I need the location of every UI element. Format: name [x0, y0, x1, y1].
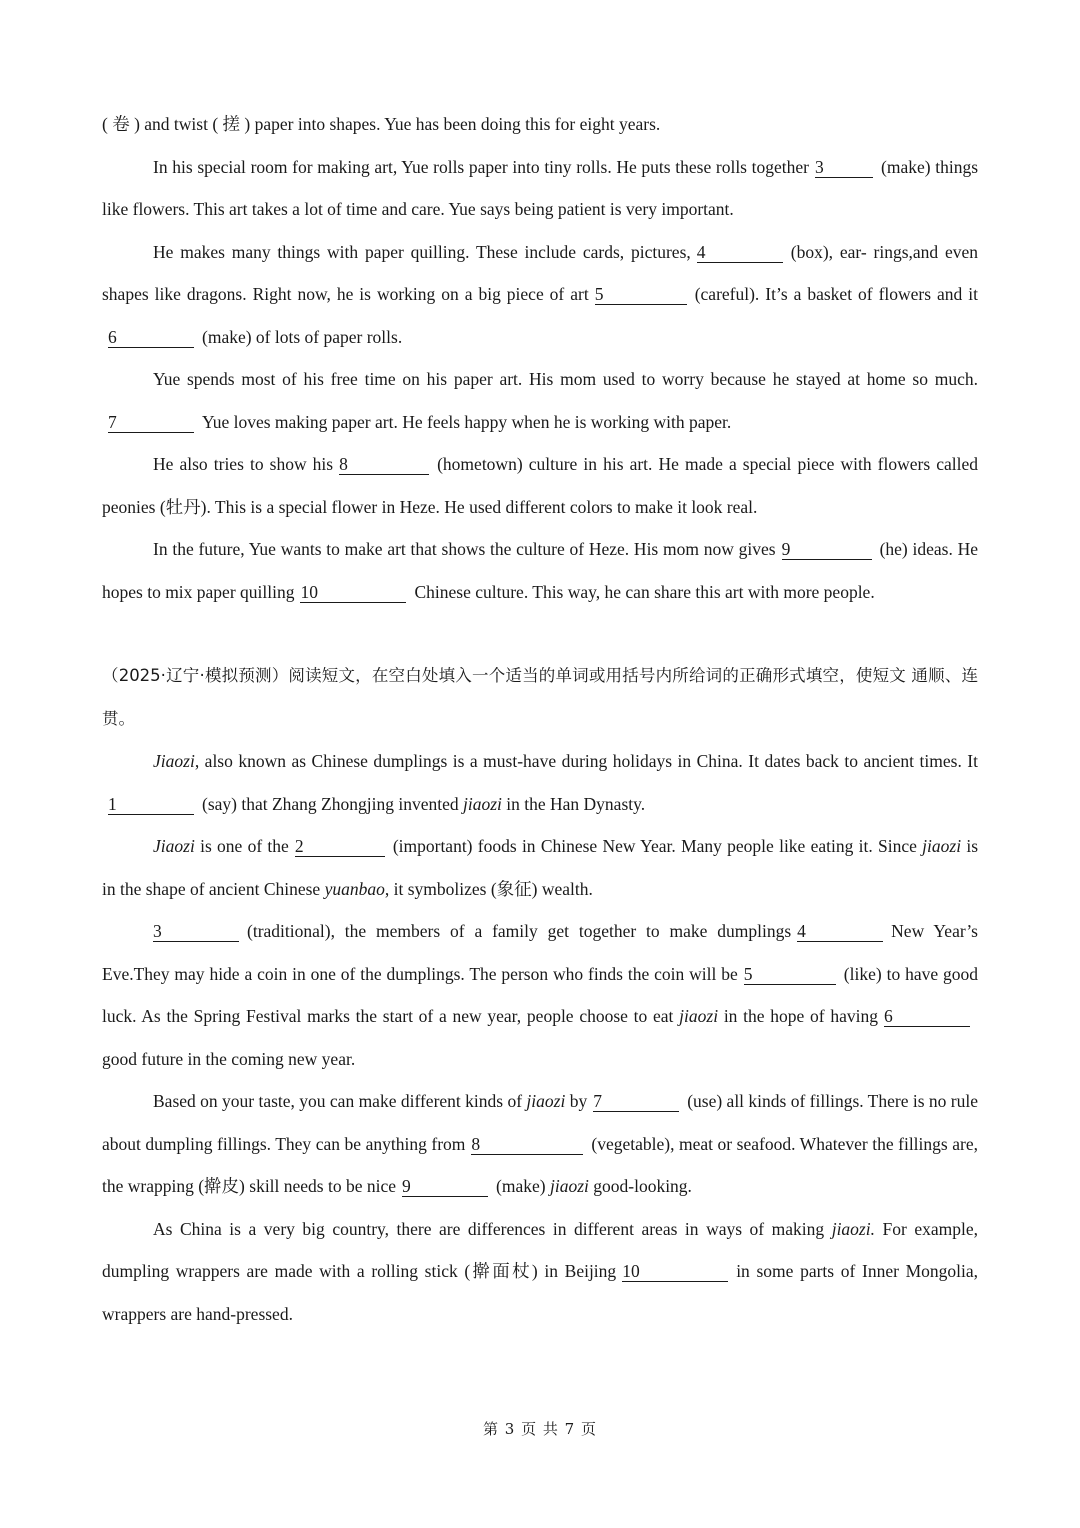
blank-6[interactable]: 6: [108, 327, 194, 348]
passage1-paragraph-1: In his special room for making art, Yue rolls paper into tiny rolls. He puts these rolls together 3 (make) things like flowers. This art takes a lot of time and care. Yue says being patient is very important.: [102, 156, 978, 219]
blank-3[interactable]: 3: [153, 921, 239, 942]
blank-5[interactable]: 5: [595, 284, 687, 305]
blank-8[interactable]: 8: [339, 454, 429, 475]
page-footer: 第 3 页 共 7 页: [483, 1420, 597, 1438]
passage2-paragraph-3: 3 (traditional), the members of a family get together to make dumplings 4 New Year’s Eve.They may hide a coin in one of the dumplings. The person who finds the coin will be 5 (like) to have good luck. As the Spring Festival marks the start of a new year, people choose to eat jiaozi in the hope of having 6good future in the coming new year.: [102, 921, 978, 1069]
blank-4[interactable]: 4: [797, 921, 883, 942]
passage2-paragraph-1: Jiaozi, also known as Chinese dumplings is a must-have during holidays in China. It dates back to ancient times. It1 (say) that Zhang Zhongjing invented jiaozi in the Han Dynasty.: [108, 751, 978, 814]
blank-9[interactable]: 9: [402, 1176, 488, 1197]
blank-10[interactable]: 10: [622, 1261, 728, 1282]
passage1-paragraph-2: He makes many things with paper quilling. These include cards, pictures, 4 (box), ear- rings,and even shapes like dragons. Right now, he is working on a big piece of art 5 (careful). It’s a basket of flowers and it6 (make) of lots of paper rolls.: [102, 241, 979, 347]
passage1-paragraph-3: Yue spends most of his free time on his paper art. His mom used to worry because he stayed at home so much.7 Yue loves making paper art. He feels happy when he is working with paper.: [108, 369, 978, 432]
blank-7[interactable]: 7: [593, 1091, 679, 1112]
passage2-paragraph-4: Based on your taste, you can make different kinds of jiaozi by 7 (use) all kinds of fillings. There is no rule about dumpling fillings. They can be anything from 8 (vegetable), meat or seafood. Whatever the fillings are, the wrapping (擀皮) skill needs to be nice 9 (make) jiaozi good-looking.: [102, 1091, 978, 1196]
passage1-paragraph-4: He also tries to show his 8 (hometown) culture in his art. He made a special piece with flowers called peonies (牡丹). This is a special flower in Heze. He used different colors to make it look real.: [102, 454, 978, 517]
blank-3[interactable]: 3: [815, 157, 873, 178]
blank-10[interactable]: 10: [300, 582, 406, 603]
blank-2[interactable]: 2: [295, 836, 385, 857]
blank-9[interactable]: 9: [782, 539, 872, 560]
passage1-paragraph-5: In the future, Yue wants to make art that shows the culture of Heze. His mom now gives 9 (he) ideas. He hopes to mix paper quilling 10 Chinese culture. This way, he can share this art with more people.: [102, 539, 978, 602]
document-page: [102, 103, 978, 1335]
blank-5[interactable]: 5: [744, 964, 836, 985]
passage2-instruction: （2025·辽宁·模拟预测）阅读短文，在空白处填入一个适当的单词或用括号内所给词的正确形式填空，使短文 通顺、连贯。: [102, 666, 978, 728]
passage2-paragraph-2: Jiaozi is one of the 2 (important) foods in Chinese New Year. Many people like eating it. Since jiaozi is in the shape of ancient Chinese yuanbao, it symbolizes (象征) wealth.: [102, 836, 979, 899]
blank-1[interactable]: 1: [108, 794, 194, 815]
blank-8[interactable]: 8: [471, 1134, 583, 1155]
passage2-paragraph-5: As China is a very big country, there are differences in different areas in ways of making jiaozi. For example, dumpling wrappers are made with a rolling stick (擀面杖) in Beijing 10 in some parts of Inner Mongolia, wrappers are hand-pressed.: [102, 1218, 979, 1324]
passage1-continuation: ( 卷 ) and twist ( 搓 ) paper into shapes. Yue has been doing this for eight years.: [102, 114, 661, 134]
blank-4[interactable]: 4: [697, 242, 783, 263]
blank-6[interactable]: 6: [884, 1006, 970, 1027]
blank-7[interactable]: 7: [108, 412, 194, 433]
